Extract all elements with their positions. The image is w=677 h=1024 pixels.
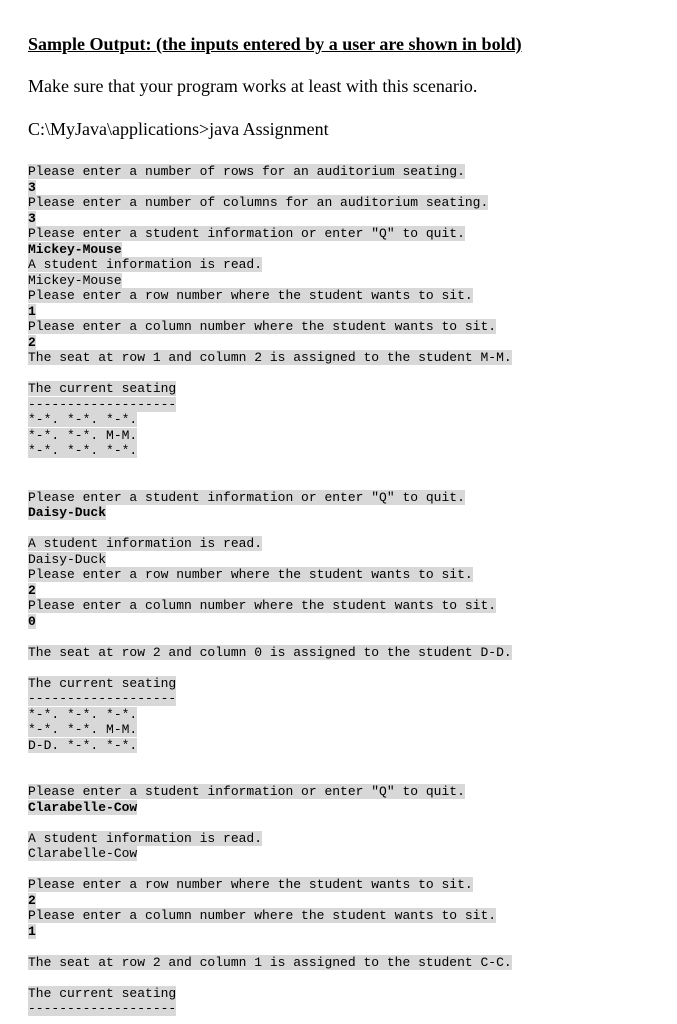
program-output-text: Daisy-Duck: [28, 551, 107, 567]
console-blank-line: [28, 815, 668, 831]
command-line: C:\MyJava\applications>java Assignment: [28, 119, 329, 139]
console-user-input-line: [28, 800, 668, 816]
program-output-text: The seat at row 1 and column 2 is assigned to the student M-M.: [28, 350, 512, 365]
console-blank-line: [28, 769, 668, 785]
console-output-line: [28, 707, 668, 723]
console-user-input-line: [28, 180, 668, 196]
program-output-text: D-D. *-*. *-*.: [28, 737, 138, 753]
program-output-text: Clarabelle-Cow: [28, 846, 138, 861]
console-transcript: [28, 164, 668, 1017]
console-blank-line: [28, 459, 668, 475]
console-output-line: [28, 691, 668, 707]
console-output-line: [28, 877, 668, 893]
program-output-text: The current seating: [28, 381, 177, 396]
program-output-text: Please enter a column number where the student wants to sit.: [28, 908, 497, 923]
console-user-input-line: [28, 614, 668, 630]
console-blank-line: [28, 939, 668, 955]
console-user-input-line: [28, 242, 668, 258]
program-output-text: A student information is read.: [28, 257, 263, 272]
program-output-text: Please enter a column number where the student wants to sit.: [28, 598, 497, 613]
console-blank-line: [28, 862, 668, 878]
console-output-line: [28, 164, 668, 180]
console-output-line: [28, 986, 668, 1002]
console-output-line: [28, 381, 668, 397]
console-blank-line: [28, 366, 668, 382]
console-output-line: [28, 598, 668, 614]
console-output-line: [28, 288, 668, 304]
user-input-text: 2: [28, 334, 36, 350]
console-blank-line: [28, 521, 668, 537]
console-user-input-line: [28, 893, 668, 909]
program-output-text: Please enter a number of rows for an auditorium seating.: [28, 164, 465, 179]
program-output-text: A student information is read.: [28, 536, 263, 551]
sample-output-heading: Sample Output: (the inputs entered by a user are shown in bold): [28, 34, 522, 54]
console-output-line: [28, 908, 668, 924]
console-output-line: [28, 831, 668, 847]
program-output-text: The seat at row 2 and column 0 is assigned to the student D-D.: [28, 644, 512, 660]
console-output-line: [28, 738, 668, 754]
user-input-text: 1: [28, 303, 36, 319]
program-output-text: -------------------: [28, 691, 177, 706]
console-output-line: [28, 443, 668, 459]
console-output-line: [28, 428, 668, 444]
console-output-line: [28, 490, 668, 506]
program-output-text: The seat at row 2 and column 1 is assigned to the student C-C.: [28, 954, 512, 970]
console-output-line: [28, 226, 668, 242]
console-output-line: [28, 536, 668, 552]
console-blank-line: [28, 970, 668, 986]
console-output-line: [28, 955, 668, 971]
console-user-input-line: [28, 335, 668, 351]
program-output-text: Mickey-Mouse: [28, 272, 122, 288]
program-output-text: Please enter a student information or enter "Q" to quit.: [28, 489, 465, 505]
console-output-line: [28, 195, 668, 211]
console-user-input-line: [28, 583, 668, 599]
program-output-text: -------------------: [28, 1001, 177, 1016]
console-blank-line: [28, 753, 668, 769]
user-input-text: 1: [28, 923, 36, 939]
program-output-text: A student information is read.: [28, 830, 263, 846]
program-output-text: *-*. *-*. *-*.: [28, 412, 138, 427]
user-input-text: 3: [28, 210, 36, 226]
user-input-text: 3: [28, 179, 36, 195]
console-output-line: [28, 722, 668, 738]
console-output-line: [28, 567, 668, 583]
user-input-text: 0: [28, 613, 36, 629]
console-output-line: [28, 552, 668, 568]
console-blank-line: [28, 629, 668, 645]
console-output-line: [28, 645, 668, 661]
program-output-text: Please enter a student information or enter "Q" to quit.: [28, 226, 465, 241]
user-input-text: 2: [28, 582, 36, 598]
program-output-text: *-*. *-*. M-M.: [28, 722, 138, 737]
program-output-text: The current seating: [28, 985, 177, 1001]
console-user-input-line: [28, 211, 668, 227]
console-output-line: [28, 397, 668, 413]
instruction-text: Make sure that your program works at least with this scenario.: [28, 76, 478, 96]
program-output-text: Please enter a column number where the student wants to sit.: [28, 319, 497, 334]
program-output-text: *-*. *-*. *-*.: [28, 443, 138, 458]
console-output-line: [28, 784, 668, 800]
user-input-text: Daisy-Duck: [28, 505, 107, 520]
console-output-line: [28, 676, 668, 692]
console-output-line: [28, 273, 668, 289]
program-output-text: *-*. *-*. *-*.: [28, 706, 138, 722]
console-user-input-line: [28, 505, 668, 521]
program-output-text: Please enter a number of columns for an auditorium seating.: [28, 195, 489, 210]
user-input-text: 2: [28, 892, 36, 908]
console-output-line: [28, 1001, 668, 1017]
program-output-text: *-*. *-*. M-M.: [28, 427, 138, 443]
program-output-text: Please enter a student information or enter "Q" to quit.: [28, 784, 465, 799]
console-output-line: [28, 350, 668, 366]
console-blank-line: [28, 474, 668, 490]
console-output-line: [28, 412, 668, 428]
console-blank-line: [28, 660, 668, 676]
console-output-line: [28, 257, 668, 273]
user-input-text: Clarabelle-Cow: [28, 799, 138, 815]
console-user-input-line: [28, 304, 668, 320]
program-output-text: Please enter a row number where the student wants to sit.: [28, 877, 473, 892]
console-output-line: [28, 846, 668, 862]
program-output-text: The current seating: [28, 675, 177, 691]
user-input-text: Mickey-Mouse: [28, 241, 122, 257]
console-user-input-line: [28, 924, 668, 940]
program-output-text: Please enter a row number where the student wants to sit.: [28, 567, 473, 582]
program-output-text: Please enter a row number where the student wants to sit.: [28, 288, 473, 303]
console-output-line: [28, 319, 668, 335]
program-output-text: -------------------: [28, 396, 177, 412]
